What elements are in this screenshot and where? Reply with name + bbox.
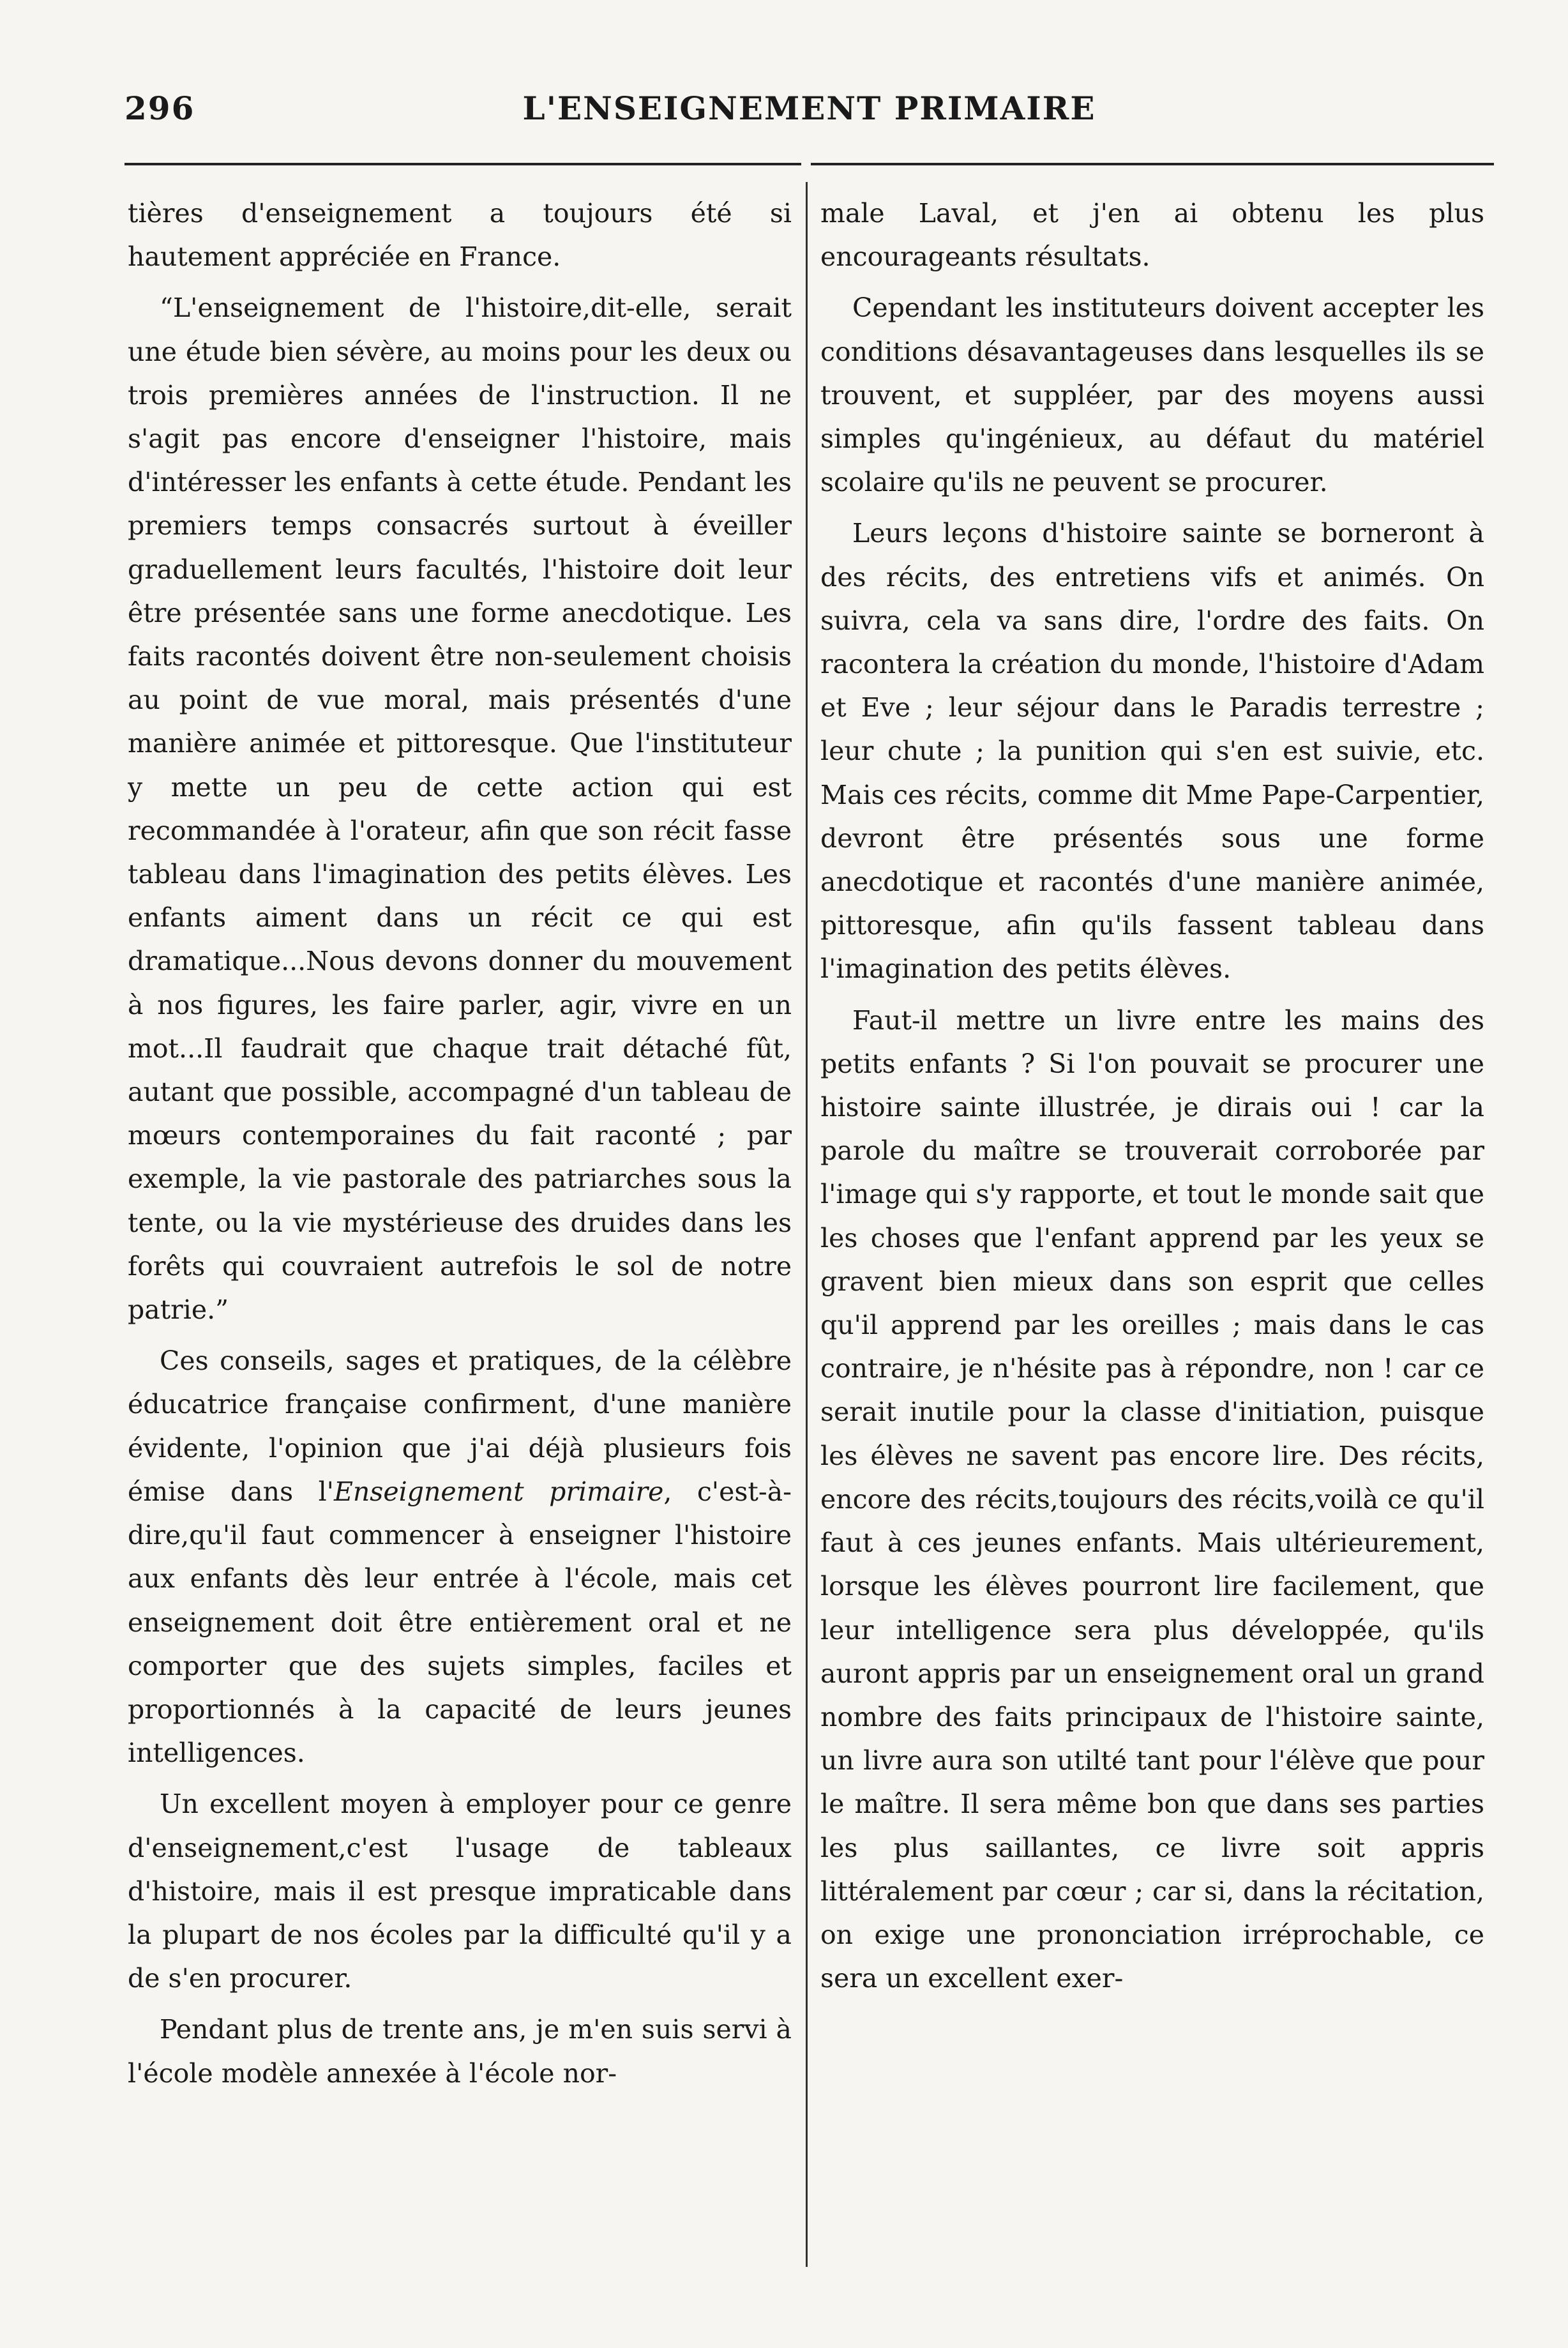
right-paragraph-2: Cependant les instituteurs doivent accepter les conditions désavantageuses dans lesquelles ils se trouvent, et suppléer, par des moyens aussi simples qu'ingénieux, au défaut du matériel scolaire qu'ils ne peuvent se procurer.: [820, 292, 1484, 498]
left-paragraph-3-start: Ces conseils, sages et pratiques, de la célèbre éducatrice française confirment, d'une manière évidente, l'opinion que j'ai déjà plusieurs fois émise dans l': [128, 1345, 792, 1507]
running-title: L'ENSEIGNEMENT PRIMAIRE: [522, 89, 1096, 127]
right-paragraph-1: male Laval, et j'en ai obtenu les plus encourageants résultats.: [820, 198, 1484, 273]
page-number: 296: [124, 89, 195, 127]
left-paragraph-4: Un excellent moyen à employer pour ce genre d'enseignement,c'est l'usage de tableaux d'histoire, mais il est presque impraticable dans la plupart de nos écoles par la difficulté qu'il y a de s'en procurer.: [128, 1789, 792, 1994]
right-paragraph-3: Leurs leçons d'histoire sainte se borneront à des récits, des entretiens vifs et animés. On suivra, cela va sans dire, l'ordre des faits. On racontera la création du monde, l'histoire d'Adam et Eve ; leur séjour dans le Paradis terrestre ; leur chute ; la punition qui s'en est suivie, etc. Mais ces récits, comme dit Mme Pape-Carpentier, devront être présentés sous une forme anecdotique et racontés d'une manière animée, pittoresque, afin qu'ils fassent tableau dans l'imagination des petits élèves.: [820, 518, 1484, 985]
header-rule-right: [811, 163, 1494, 165]
right-paragraph-4: Faut-il mettre un livre entre les mains des petits enfants ? Si l'on pouvait se procurer une histoire sainte illustrée, je dirais oui ! car la parole du maître se trouverait corroborée par l'image qui s'y rapporte, et tout le monde sait que les choses que l'enfant apprend par les yeux se gravent bien mieux dans son esprit que celles qu'il apprend par les oreilles ; mais dans le cas contraire, je n'hésite pas à répondre, non ! car ce serait inutile pour la classe d'initiation, puisque les élèves ne savent pas encore lire. Des récits, encore des récits,toujours des récits,voilà ce qu'il faut à ces jeunes enfants. Mais ultérieurement, lorsque les élèves pourront lire facilement, que leur intelligence sera plus développée, qu'ils auront appris par un enseignement oral un grand nombre des faits principaux de l'histoire sainte, un livre aura son utilté tant pour l'élève que pour le maître. Il sera même bon que dans ses parties les plus saillantes, ce livre soit appris littéralement par cœur ; car si, dans la récitation, on exige une prononciation irréprochable, ce sera un excellent exer-: [820, 1004, 1484, 1994]
right-column: [820, 192, 1484, 2261]
journal-title-italic: Enseignement primaire: [333, 1476, 664, 1507]
running-head: [124, 89, 1494, 147]
left-paragraph-3-end: , c'est-à-dire,qu'il faut commencer à enseigner l'histoire aux enfants dès leur entrée à l'école, mais cet enseignement doit être entièrement oral et ne comporter que des sujets simples, faciles et proportionnés à la capacité de leurs jeunes intelligences.: [128, 1476, 792, 1769]
left-paragraph-2: “L'enseignement de l'histoire,dit-elle, serait une étude bien sévère, au moins pour les deux ou trois premières années de l'instruction. Il ne s'agit pas encore d'enseigner l'histoire, mais d'intéresser les enfants à cette étude. Pendant les premiers temps consacrés surtout à éveiller graduellement leurs facultés, l'histoire doit leur être présentée sans une forme anecdotique. Les faits racontés doivent être non-seulement choisis au point de vue moral, mais présentés d'une manière animée et pittoresque. Que l'instituteur y mette un peu de cette action qui est recommandée à l'orateur, afin que son récit fasse tableau dans l'imagination des petits élèves. Les enfants aiment dans un récit ce qui est dramatique...Nous devons donner du mouvement à nos figures, les faire parler, agir, vivre en un mot...Il faudrait que chaque trait détaché fût, autant que possible, accompagné d'un tableau de mœurs contemporaines du fait raconté ; par exemple, la vie pastorale des patriarches sous la tente, ou la vie mystérieuse des druides dans les forêts qui couvraient autrefois le sol de notre patrie.”: [128, 292, 792, 1326]
left-paragraph-1: tières d'enseignement a toujours été si hautement appréciée en France.: [128, 198, 792, 273]
header-rule-left: [124, 163, 801, 165]
left-paragraph-3: [128, 1339, 792, 1775]
left-column: [128, 192, 792, 2261]
column-divider: [806, 182, 808, 2267]
left-paragraph-5: Pendant plus de trente ans, je m'en suis servi à l'école modèle annexée à l'école nor-: [128, 2014, 792, 2089]
